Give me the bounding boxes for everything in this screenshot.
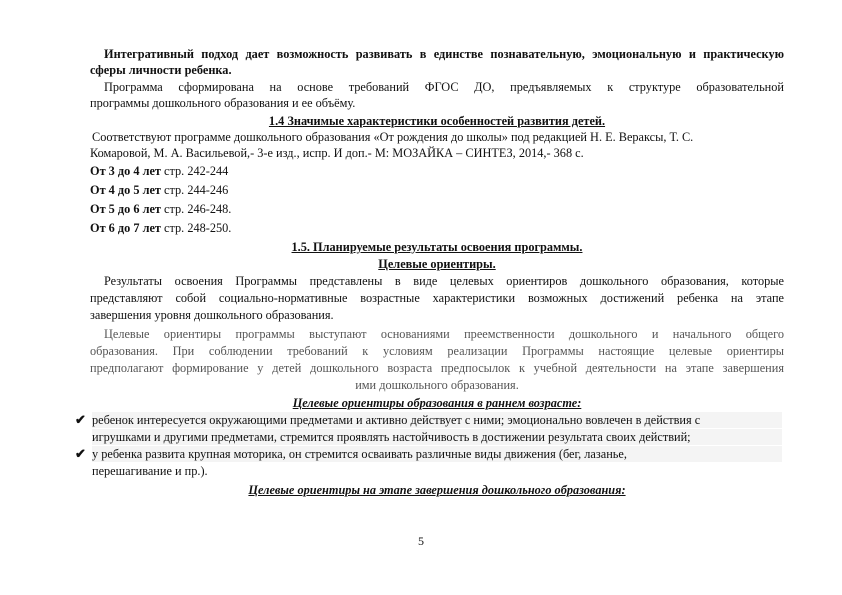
results-line1: Результаты освоения Программы представлены в виде целевых ориентиров дошкольного образования, которые bbox=[104, 274, 784, 288]
age-label: От 4 до 5 лет bbox=[90, 183, 161, 197]
age-label: От 5 до 6 лет bbox=[90, 202, 161, 216]
age-range-5-6 bbox=[90, 201, 784, 217]
targets-basis-line2: образования. При соблюдении требований к условиям реализации Программы настоящие целевые ориентиры bbox=[90, 344, 784, 358]
para1-line1: Интегративный подход дает возможность развивать в единстве познавательную, эмоциональную и практическую bbox=[104, 47, 784, 61]
early-item-1-line2: игрушками и другими предметами, стремится проявлять настойчивость в достижении результата своих действий; bbox=[92, 429, 782, 445]
targets-basis-line1: Целевые ориентиры программы выступают основаниями преемственности дошкольного и начального общего bbox=[104, 327, 784, 341]
age-pages: стр. 242-244 bbox=[160, 164, 229, 178]
para2-line1: Программа сформирована на основе требований ФГОС ДО, предъявляемых к структуре образовательной bbox=[104, 80, 784, 94]
age-range-4-5 bbox=[90, 182, 784, 198]
results-line3: завершения уровня дошкольного образования. bbox=[90, 308, 334, 322]
age-range-3-4 bbox=[90, 163, 784, 179]
targets-subheading: Целевые ориентиры. bbox=[378, 257, 496, 271]
age-range-6-7 bbox=[90, 220, 784, 236]
age-pages: стр. 248-250. bbox=[160, 221, 232, 235]
early-item-2-line1: у ребенка развита крупная моторика, он стремится осваивать различные виды движения (бег, лазанье, bbox=[92, 446, 782, 462]
age-label: От 6 до 7 лет bbox=[90, 221, 161, 235]
age-label: От 3 до 4 лет bbox=[90, 164, 161, 178]
section-1-4-heading: 1.4 Значимые характеристики особенностей развития детей. bbox=[268, 114, 606, 128]
age-pages: стр. 244-246 bbox=[160, 183, 229, 197]
section-1-5-heading: 1.5. Планируемые результаты освоения программы. bbox=[291, 240, 583, 254]
section-1-4-line2: Комаровой, М. А. Васильевой,- 3-е изд., испр. И доп.- М: МОЗАЙКА – СИНТЕЗ, 2014,- 368 с. bbox=[90, 146, 584, 160]
early-item-2-line2: перешагивание и пр.). bbox=[92, 464, 208, 478]
para2-line2: программы дошкольного образования и ее объёму. bbox=[90, 96, 356, 110]
early-item-1-line1: ребенок интересуется окружающими предметами и активно действует с ними; эмоционально вовлечен в действия с bbox=[92, 412, 782, 428]
targets-basis-line4: ими дошкольного образования. bbox=[355, 378, 519, 392]
checkmark-icon: ✔ bbox=[75, 412, 86, 427]
completion-targets-heading: Целевые ориентиры на этапе завершения дошкольного образования: bbox=[248, 483, 626, 497]
age-pages: стр. 246-248. bbox=[160, 202, 232, 216]
page-number: 5 bbox=[418, 534, 424, 548]
para1-line2: сферы личности ребенка. bbox=[90, 63, 232, 77]
results-line2: представляют собой социально-нормативные возрастные характеристики возможных достижений ребенка на этапе bbox=[90, 291, 784, 305]
targets-basis-line3: предполагают формирование у детей дошкольного возраста предпосылок к учебной деятельности на этапе завершения bbox=[90, 361, 784, 375]
checkmark-icon: ✔ bbox=[75, 446, 86, 461]
early-age-heading: Целевые ориентиры образования в раннем возрасте: bbox=[292, 396, 582, 410]
section-1-4-line1: Соответствуют программе дошкольного образования «От рождения до школы» под редакцией Н. Е. Вераксы, Т. С. bbox=[92, 130, 694, 144]
